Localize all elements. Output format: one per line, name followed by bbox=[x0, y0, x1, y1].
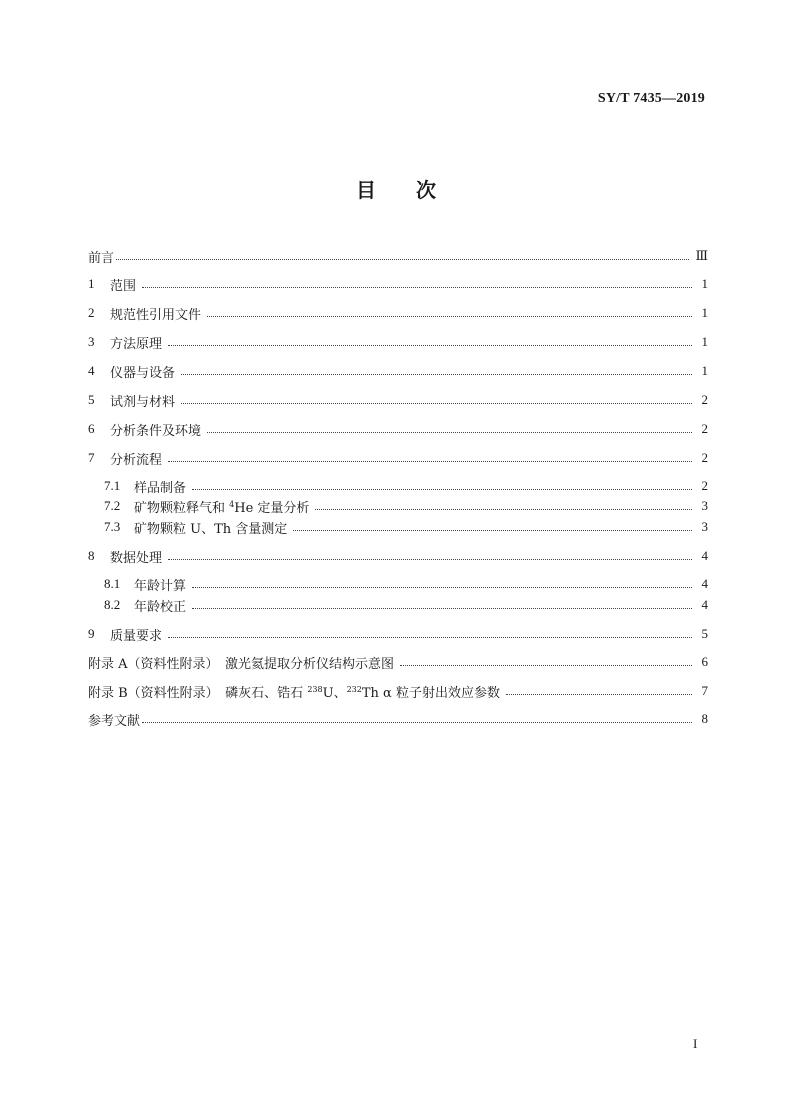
toc-number: 6 bbox=[88, 421, 95, 436]
isotope-superscript: 238 bbox=[307, 684, 323, 694]
toc-entry-2[interactable] bbox=[88, 302, 708, 324]
toc-page: 8 bbox=[701, 711, 708, 726]
toc-entry-8-1[interactable] bbox=[104, 573, 708, 595]
toc-number: 7.1 bbox=[104, 478, 121, 493]
toc-label: 年龄计算 bbox=[134, 578, 187, 594]
toc-entry-9[interactable] bbox=[88, 623, 708, 645]
dot-leader bbox=[168, 637, 692, 638]
dot-leader bbox=[207, 432, 692, 433]
toc-page: 2 bbox=[701, 450, 708, 465]
dot-leader bbox=[168, 345, 692, 346]
toc-number: 7 bbox=[88, 450, 95, 465]
toc-number: 2 bbox=[88, 305, 95, 320]
dot-leader bbox=[142, 722, 692, 723]
isotope-superscript: 232 bbox=[346, 684, 362, 694]
toc-number: 4 bbox=[88, 363, 95, 378]
toc-label: 附录 A（资料性附录） 激光氦提取分析仪结构示意图 bbox=[88, 656, 395, 672]
toc-page: 3 bbox=[701, 519, 708, 534]
page-title: 目 次 bbox=[356, 178, 436, 202]
toc-entry-3[interactable] bbox=[88, 331, 708, 353]
toc-number: 8 bbox=[88, 548, 95, 563]
dot-leader bbox=[192, 608, 692, 609]
toc-entry-references[interactable] bbox=[88, 708, 708, 730]
toc-label: 仪器与设备 bbox=[110, 365, 176, 381]
toc-label: 参考文献 bbox=[88, 713, 141, 729]
toc-label: 年龄校正 bbox=[134, 599, 187, 615]
toc-number: 1 bbox=[88, 276, 95, 291]
toc-entry-7[interactable] bbox=[88, 447, 708, 469]
standard-code: SY/T 7435—2019 bbox=[597, 91, 705, 106]
toc-number: 7.3 bbox=[104, 519, 121, 534]
dot-leader bbox=[315, 509, 692, 510]
toc-number: 8.1 bbox=[104, 576, 121, 591]
toc-page: 6 bbox=[701, 654, 708, 669]
toc-entry-4[interactable] bbox=[88, 360, 708, 382]
isotope-superscript: 4 bbox=[229, 499, 235, 509]
toc-page: 4 bbox=[701, 548, 708, 563]
toc-entry-7-3[interactable] bbox=[104, 516, 708, 538]
toc-number: 9 bbox=[88, 626, 95, 641]
toc-page: 7 bbox=[701, 683, 708, 698]
dot-leader bbox=[192, 587, 692, 588]
toc-page: 2 bbox=[701, 421, 708, 436]
toc-label: 样品制备 bbox=[134, 480, 187, 496]
dot-leader bbox=[168, 559, 692, 560]
dot-leader bbox=[207, 316, 692, 317]
toc-page: 1 bbox=[701, 334, 708, 349]
toc-number: 5 bbox=[88, 392, 95, 407]
toc-entry-8[interactable] bbox=[88, 545, 708, 567]
toc-label: 规范性引用文件 bbox=[110, 307, 202, 323]
toc-entry-appendix-b[interactable] bbox=[88, 680, 708, 702]
toc-label: 矿物颗粒 U、Th 含量测定 bbox=[134, 521, 288, 537]
toc-entry-8-2[interactable] bbox=[104, 594, 708, 616]
toc-number: 7.2 bbox=[104, 498, 121, 513]
dot-leader bbox=[293, 530, 692, 531]
toc-entry-foreword[interactable] bbox=[88, 245, 708, 267]
toc-page: 2 bbox=[701, 392, 708, 407]
toc-entry-7-2[interactable] bbox=[104, 495, 708, 517]
toc-number: 8.2 bbox=[104, 597, 121, 612]
toc-page: 1 bbox=[701, 363, 708, 378]
dot-leader bbox=[116, 259, 689, 260]
dot-leader bbox=[192, 489, 692, 490]
toc-entry-5[interactable] bbox=[88, 389, 708, 411]
page-number: I bbox=[693, 1036, 698, 1051]
dot-leader bbox=[181, 374, 692, 375]
toc-page: Ⅲ bbox=[695, 248, 708, 263]
dot-leader bbox=[168, 461, 692, 462]
toc-entry-appendix-a[interactable] bbox=[88, 651, 708, 673]
toc-page: 4 bbox=[701, 576, 708, 591]
toc-entry-6[interactable] bbox=[88, 418, 708, 440]
toc-label: 矿物颗粒释气和 $^4$He 定量分析 bbox=[134, 499, 310, 516]
toc-label: 分析流程 bbox=[110, 452, 163, 468]
dot-leader bbox=[142, 287, 692, 288]
toc-label: 附录 B（资料性附录） 磷灰石、锆石 $^{238}$U、$^{232}$Th α 粒子射出效应参数 bbox=[88, 684, 500, 701]
toc-page: 1 bbox=[701, 276, 708, 291]
dot-leader bbox=[181, 403, 692, 404]
toc-page: 2 bbox=[701, 478, 708, 493]
toc-label: 试剂与材料 bbox=[110, 394, 176, 410]
toc-entry-1[interactable] bbox=[88, 273, 708, 295]
toc-label: 前言 bbox=[88, 250, 115, 266]
toc-page: 3 bbox=[701, 498, 708, 513]
toc-page: 4 bbox=[701, 597, 708, 612]
dot-leader bbox=[506, 694, 692, 695]
toc-number: 3 bbox=[88, 334, 95, 349]
toc-label: 方法原理 bbox=[110, 336, 163, 352]
toc-label: 分析条件及环境 bbox=[110, 423, 202, 439]
toc-page: 5 bbox=[701, 626, 708, 641]
dot-leader bbox=[400, 665, 692, 666]
toc-label: 数据处理 bbox=[110, 550, 163, 566]
toc-label: 质量要求 bbox=[110, 628, 163, 644]
toc-page: 1 bbox=[701, 305, 708, 320]
toc-label: 范围 bbox=[110, 278, 137, 294]
toc-entry-7-1[interactable] bbox=[104, 475, 708, 497]
